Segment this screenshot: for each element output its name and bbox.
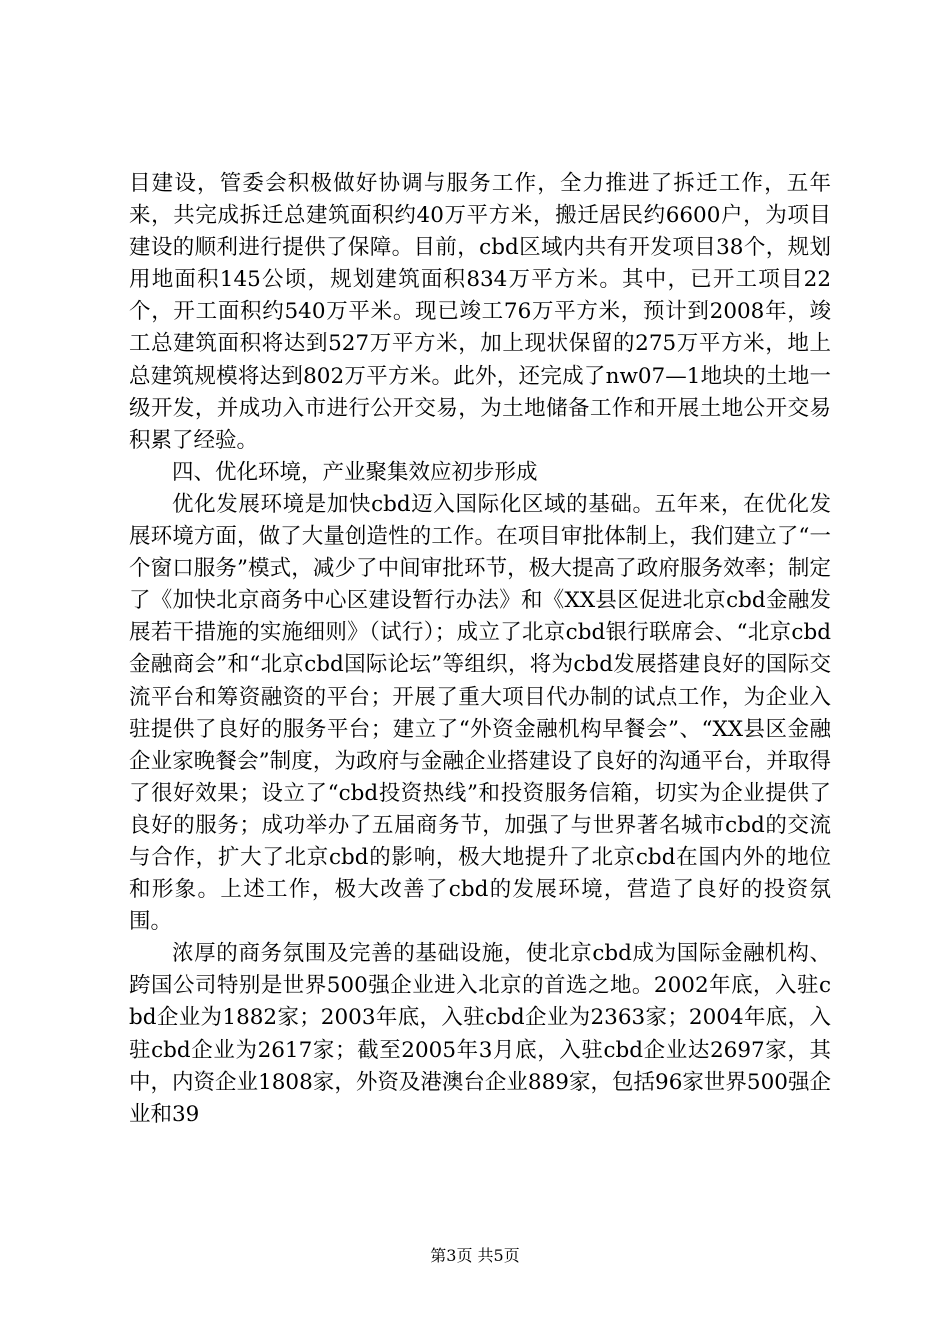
document-body (129, 168, 831, 1131)
paragraph-business-atmosphere: 浓厚的商务氛围及完善的基础设施，使北京cbd成为国际金融机构、跨国公司特别是世界500强企业进入北京的首选之地。2002年底，入驻cbd企业为1882家；2003年底，入驻cbd企业为2363家；2004年底，入驻cbd企业为2617家；截至2005年3月底，入驻cbd企业达2697家，其中，内资企业1808家，外资及港澳台企业889家，包括96家世界500强企业和39 (129, 941, 831, 1127)
page-number-footer: 第3页 共5页 (430, 1246, 520, 1265)
paragraph-project-construction: 目建设，管委会积极做好协调与服务工作，全力推进了拆迁工作，五年来，共完成拆迁总建筑面积约40万平方米，搬迁居民约6600户，为项目建设的顺利进行提供了保障。目前，cbd区域内共有开发项目38个，规划用地面积145公顷，规划建筑面积834万平方米。其中，已开工项目22个，开工面积约540万平米。现已竣工76万平方米，预计到2008年，竣工总建筑面积将达到527万平方米，加上现状保留的275万平方米，地上总建筑规模将达到802万平方米。此外，还完成了nw07—1地块的土地一级开发，并成功入市进行公开交易，为土地储备工作和开展土地公开交易积累了经验。 (129, 171, 831, 453)
section-heading: 四、优化环境，产业聚集效应初步形成 (172, 459, 538, 485)
paragraph-environment: 优化发展环境是加快cbd迈入国际化区域的基础。五年来，在优化发展环境方面，做了大量创造性的工作。在项目审批体制上，我们建立了“一个窗口服务”模式，减少了中间审批环节，极大提高了政府服务效率；制定了《加快北京商务中心区建设暂行办法》和《XX县区促进北京cbd金融发展若干措施的实施细则》（试行）；成立了北京cbd银行联席会、“北京cbd金融商会”和“北京cbd国际论坛”等组织，将为cbd发展搭建良好的国际交流平台和筹资融资的平台；开展了重大项目代办制的试点工作，为企业入驻提供了良好的服务平台；建立了“外资金融机构早餐会”、“XX县区金融企业家晚餐会”制度，为政府与金融企业搭建设了良好的沟通平台，并取得了很好效果；设立了“cbd投资热线”和投资服务信箱，切实为企业提供了良好的服务；成功举办了五届商务节，加强了与世界著名城市cbd的交流与合作，扩大了北京cbd的影响，极大地提升了北京cbd在国内外的地位和形象。上述工作，极大改善了cbd的发展环境，营造了良好的投资氛围。 (129, 491, 831, 935)
